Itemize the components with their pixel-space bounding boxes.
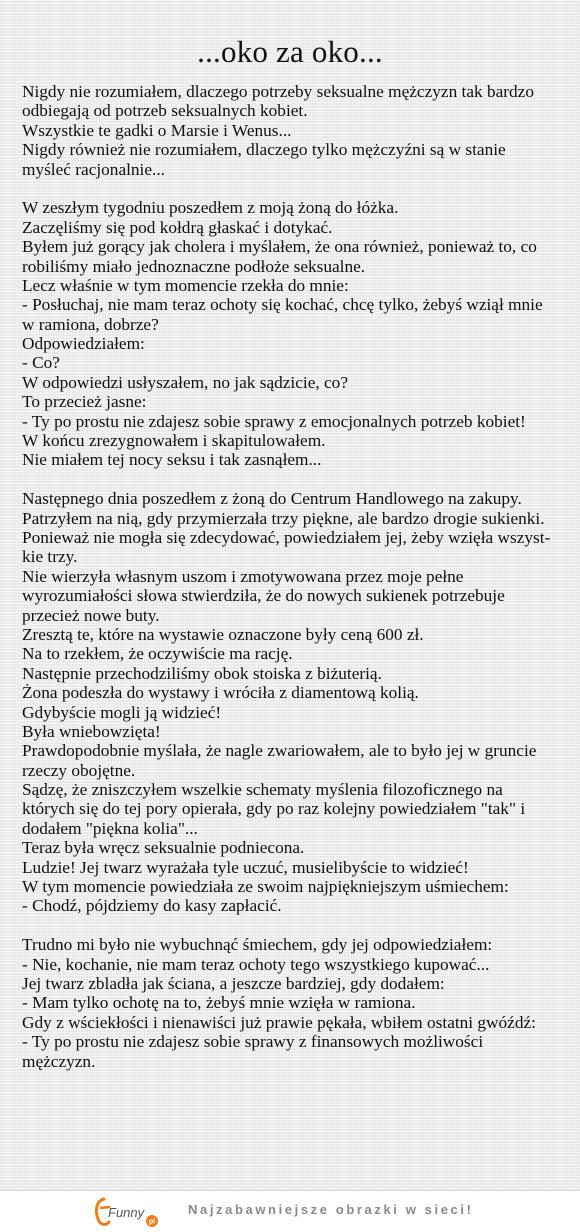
funny-logo-icon[interactable]	[92, 1195, 172, 1229]
story-line: - Chodź, pójdziemy do kasy zapłacić.	[22, 896, 282, 916]
story-line: kie trzy.	[22, 547, 78, 567]
footer-bar	[0, 1190, 580, 1232]
story-line: - Ty po prostu nie zdajesz sobie sprawy z emocjonalnych potrzeb kobiet!	[22, 411, 526, 431]
story-line: W końcu zrezygnowałem i skapitulowałem.	[22, 431, 326, 451]
story-line: wyrozumiałości słowa stwierdziła, że do nowych sukienek potrzebuje	[22, 586, 505, 606]
story-line: W tym momencie powiedziała ze swoim najpiękniejszym uśmiechem:	[22, 877, 509, 897]
story-line: Na to rzekłem, że oczywiście ma rację.	[22, 644, 293, 664]
story-line: - Nie, kochanie, nie mam teraz ochoty tego wszystkiego kupować...	[22, 954, 490, 974]
story-line: Następnie przechodziliśmy obok stoiska z biżuterią.	[22, 663, 382, 683]
story-line: Nigdy nie rozumiałem, dlaczego potrzeby seksualne mężczyzn tak bardzo	[22, 82, 534, 101]
story-line: Prawdopodobnie myślała, że nagle zwariowałem, ale to było jej w gruncie	[22, 741, 537, 761]
footer-tagline: Najzabawniejsze obrazki w sieci!	[188, 1202, 474, 1217]
story-line: Odpowiedziałem:	[22, 334, 145, 354]
story-body	[22, 82, 574, 1071]
story-line: Sądzę, że zniszczyłem wszelkie schematy myślenia filozoficznego na	[22, 780, 503, 800]
story-line: dodałem "piękna kolia"...	[22, 818, 198, 838]
story-line: Ludzie! Jej twarz wyrażała tyle uczuć, musielibyście to widzieć!	[22, 857, 469, 877]
story-line: Jej twarz zbladła jak ściana, a jeszcze bardziej, gdy dodałem:	[22, 973, 445, 993]
story-line: w ramiona, dobrze?	[22, 314, 159, 334]
story-line: - Posłuchaj, nie mam teraz ochoty się kochać, chcę tylko, żebyś wziął mnie	[22, 295, 543, 315]
story-line: W zeszłym tygodniu poszedłem z moją żoną do łóżka.	[22, 198, 399, 218]
story-line: Nie wierzyła własnym uszom i zmotywowana przez moje pełne	[22, 566, 464, 586]
story-line: Teraz była wręcz seksualnie podniecona.	[22, 838, 305, 858]
story-line: Gdy z wściekłości i nienawiści już prawie pękała, wbiłem ostatni gwóźdź:	[22, 1012, 536, 1032]
story-line: Lecz właśnie w tym momencie rzekła do mnie:	[22, 275, 349, 295]
paragraph-gap	[22, 916, 574, 935]
story-line: - Ty po prostu nie zdajesz sobie sprawy z finansowych możliwości	[22, 1032, 484, 1052]
logo-wordmark: Funny	[108, 1205, 145, 1220]
story-line: odbiegają od potrzeb seksualnych kobiet.	[22, 101, 308, 121]
story-line: Gdybyście mogli ją widzieć!	[22, 702, 222, 722]
story-line: - Mam tylko ochotę na to, żebyś mnie wzięła w ramiona.	[22, 993, 416, 1013]
story-line: mężczyzn.	[22, 1051, 96, 1071]
story-line: których się do tej pory opierała, gdy po raz kolejny powiedziałem "tak" i	[22, 799, 526, 819]
paragraph-gap	[22, 179, 574, 198]
story-line: myśleć racjonalnie...	[22, 159, 165, 179]
story-line: Byłem już gorący jak cholera i myślałem, że ona również, ponieważ to, co	[22, 237, 537, 257]
story-line: W odpowiedzi usłyszałem, no jak sądzicie, co?	[22, 372, 348, 392]
story-line: robiliśmy miało jednoznaczne podłoże seksualne.	[22, 256, 366, 276]
story-line: - Co?	[22, 353, 60, 373]
story-line: Zresztą te, które na wystawie oznaczone były ceną 600 zł.	[22, 624, 424, 644]
paragraph-gap	[22, 470, 574, 489]
story-line: Zaczęliśmy się pod kołdrą głaskać i dotykać.	[22, 217, 333, 237]
story-line: rzeczy obojętne.	[22, 760, 136, 780]
story-line: Trudno mi było nie wybuchnąć śmiechem, gdy jej odpowiedziałem:	[22, 935, 493, 955]
story-line: Nie miałem tej nocy seksu i tak zasnąłem...	[22, 450, 322, 470]
story-line: Wszystkie te gadki o Marsie i Wenus...	[22, 120, 292, 140]
story-line: Patrzyłem na nią, gdy przymierzała trzy piękne, ale bardzo drogie sukienki.	[22, 508, 545, 528]
story-line: Żona podeszła do wystawy i wróciła z diamentową kolią.	[22, 683, 419, 703]
story-line: Ponieważ nie mogła się zdecydować, powiedziałem jej, żeby wzięła wszyst-	[22, 527, 551, 547]
story-title: ...oko za oko...	[197, 34, 383, 69]
story-line: Następnego dnia poszedłem z żoną do Centrum Handlowego na zakupy.	[22, 489, 522, 509]
story-line: To przecież jasne:	[22, 392, 147, 412]
story-line: Nigdy również nie rozumiałem, dlaczego tylko mężczyźni są w stanie	[22, 140, 506, 160]
logo-badge: pl	[148, 1218, 156, 1226]
story-line: Była wniebowzięta!	[22, 721, 161, 741]
story-line: przecież nowe buty.	[22, 605, 160, 625]
